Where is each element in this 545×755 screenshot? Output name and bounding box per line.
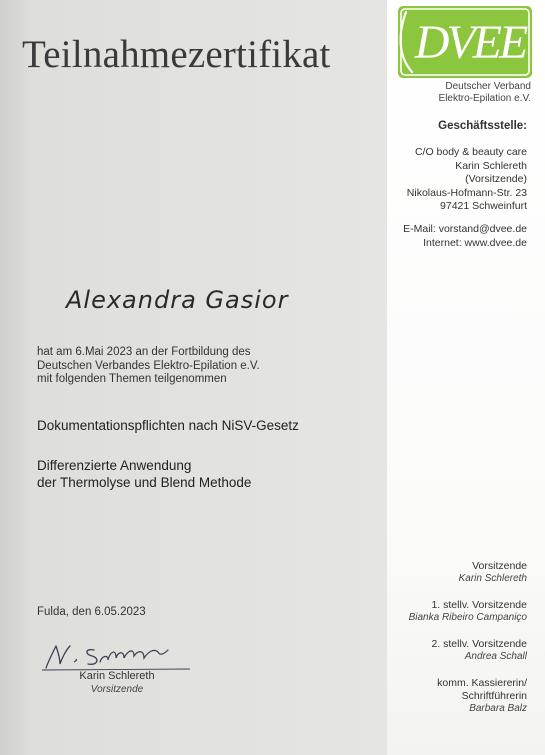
address-line: 97421 Schweinfurt (440, 200, 527, 212)
board-entry (395, 599, 527, 624)
board-person: Andrea Schall (464, 651, 527, 662)
logo-text: DVEE (414, 16, 526, 69)
board-role: komm. Kassiererin/ (437, 677, 527, 689)
board-members (395, 560, 527, 729)
attendance-line: Deutschen Verbandes Elektro-Epilation e.V. (37, 359, 260, 372)
address-line: Karin Schlereth (455, 159, 527, 172)
signature-image (36, 640, 196, 674)
internet-line: Internet: www.dvee.de (423, 236, 527, 249)
office-address (395, 146, 527, 214)
board-person: Barbara Balz (469, 703, 527, 714)
email-line: E-Mail: vorstand@dvee.de (403, 223, 527, 235)
address-line: (Vorsitzende) (465, 173, 527, 185)
board-role: Vorsitzende (472, 560, 527, 572)
board-role: Schriftführerin (461, 690, 527, 702)
address-line: C/O body & beauty care (414, 146, 527, 158)
dvee-logo (396, 4, 534, 80)
board-entry (395, 638, 527, 663)
certificate-title: Teilnahmezertifikat (22, 33, 331, 76)
participant-name: Alexandra Gasior (66, 286, 289, 314)
association-name (400, 81, 531, 105)
place-date: Fulda, den 6.05.2023 (37, 606, 146, 618)
board-entry (395, 560, 527, 585)
attendance-line: mit folgenden Themen teilgenommen (37, 373, 227, 385)
topic-documentation: Dokumentationspflichten nach NiSV-Gesetz (37, 418, 299, 433)
association-line: Elektro-Epilation e.V. (438, 93, 531, 104)
topic-thermolysis (37, 457, 251, 491)
address-line: Nikolaus-Hofmann-Str. 23 (406, 186, 527, 199)
attendance-statement (37, 346, 377, 387)
board-person: Karin Schlereth (458, 573, 527, 584)
board-entry (395, 677, 527, 715)
attendance-line: hat am 6.Mai 2023 an der Fortbildung des (37, 346, 251, 358)
topic-line: der Thermolyse und Blend Methode (37, 475, 252, 490)
board-role: 1. stellv. Vorsitzende (431, 599, 527, 611)
association-line: Deutscher Verband (445, 81, 531, 92)
contact-info (390, 223, 527, 250)
topic-line: Differenzierte Anwendung (37, 458, 192, 473)
board-person: Bianka Ribeiro Campaniço (408, 612, 527, 623)
signatory-role: Vorsitzende (90, 684, 144, 695)
office-label: Geschäftsstelle: (438, 120, 527, 132)
signatory-name: Karin Schlereth (79, 670, 155, 682)
board-role: 2. stellv. Vorsitzende (431, 638, 527, 650)
